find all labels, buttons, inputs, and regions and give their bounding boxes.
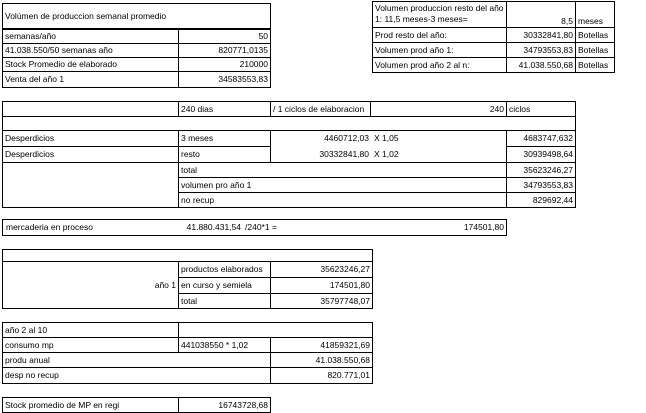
cell-value: 820.771,01 xyxy=(327,370,370,381)
cell-unit: ciclos xyxy=(509,103,531,114)
cell-value: 210000 xyxy=(239,59,268,70)
wip-result: 174501,80 xyxy=(463,222,504,233)
year1-total-value-cell[interactable] xyxy=(270,293,373,309)
cell-label: total xyxy=(181,164,198,175)
cell-value: 41.038.550,68 xyxy=(518,59,573,70)
cell-value: 820771,0135 xyxy=(218,45,268,56)
cell-label: en curso y semiela xyxy=(181,280,252,291)
cell-value: 34793553,83 xyxy=(523,44,573,55)
cell-unit: Botellas xyxy=(578,29,609,40)
cell-value: X 1,02 xyxy=(374,149,399,160)
resto-header-unit-cell[interactable] xyxy=(575,1,615,28)
cell-label: Prod resto del año: xyxy=(375,29,447,40)
waste-norecup-value-cell[interactable] xyxy=(506,192,576,208)
cell-value: 441038550 * 1,02 xyxy=(181,339,249,350)
wip-formula: /240*1 = xyxy=(245,222,277,233)
cell-label: año 2 al 10 xyxy=(5,324,48,335)
cell-label: Volumen produccion resto del año 1: 11,5 meses-3 meses= xyxy=(375,3,504,24)
cell-label: Stock promedio de MP en regi xyxy=(5,399,120,410)
consumo-label-cell[interactable] xyxy=(2,337,179,353)
waste-volume-label-cell[interactable] xyxy=(178,177,507,193)
year1-total-label-cell[interactable] xyxy=(178,293,271,309)
cell-value: 4460712,03 xyxy=(324,133,369,144)
year1-elaborados-value-cell[interactable] xyxy=(270,261,373,278)
cell-label: Stock Promedio de elaborado xyxy=(5,59,117,70)
cell-label: no recup xyxy=(181,194,215,205)
consumo-value-cell[interactable] xyxy=(270,337,373,353)
waste-total-value-cell[interactable] xyxy=(506,162,576,178)
cell-label: productos elaborados xyxy=(181,264,263,275)
cell-value: 8,5 xyxy=(561,15,573,26)
cycles-days-cell[interactable] xyxy=(178,101,271,117)
cell-value: resto xyxy=(181,149,200,160)
waste-period-cell[interactable] xyxy=(178,146,271,163)
cell-label: Volumen prod año 1: xyxy=(375,44,454,55)
cycles-unit-cell[interactable] xyxy=(506,101,576,117)
cell-value: X 1,05 xyxy=(374,133,399,144)
cell-value: 41.038.550,68 xyxy=(315,354,370,365)
waste-volume-value-cell[interactable] xyxy=(506,177,576,193)
cell-unit: meses xyxy=(578,15,604,26)
prod-resto-value-cell[interactable] xyxy=(506,27,576,43)
waste-label-cell[interactable] xyxy=(2,130,179,147)
cell-value: 34793553,83 xyxy=(523,179,573,190)
cell-value: 30332841,80 xyxy=(319,149,369,160)
cell-value: 41859321,69 xyxy=(320,339,370,350)
stock-mp-value-cell[interactable] xyxy=(178,397,271,413)
year1-curso-value-cell[interactable] xyxy=(270,277,373,294)
cell-label: semanas/año xyxy=(5,31,57,42)
desp-value-cell[interactable] xyxy=(270,367,373,384)
cell-value: 30332841,80 xyxy=(523,29,573,40)
cell-label: consumo mp xyxy=(5,339,54,350)
cell-value: 35623246,27 xyxy=(523,164,573,175)
vol-year2n-unit-cell[interactable] xyxy=(575,57,615,73)
cell-label: Desperdicios xyxy=(5,149,55,160)
vol-year1-label-cell[interactable] xyxy=(372,42,507,58)
year1-curso-label-cell[interactable] xyxy=(178,277,271,294)
vol-year1-unit-cell[interactable] xyxy=(575,42,615,58)
cycles-empty-cell[interactable] xyxy=(2,101,179,117)
vol-year2n-value-cell[interactable] xyxy=(506,57,576,73)
prod-resto-label-cell[interactable] xyxy=(372,27,507,43)
cell-label: Volumen prod año 2 al n: xyxy=(375,59,470,70)
weekly-calc-value-cell[interactable] xyxy=(178,43,271,58)
sales-year1-value-cell[interactable] xyxy=(178,71,271,88)
cycles-label-cell[interactable] xyxy=(270,101,371,117)
cell-label: total xyxy=(181,295,198,306)
cell-value: 240 xyxy=(489,103,504,114)
resto-header-value-cell[interactable] xyxy=(506,1,576,28)
cell-label: volumen pro año 1 xyxy=(181,179,252,190)
vol-year2n-label-cell[interactable] xyxy=(372,57,507,73)
cell-label: / 1 ciclos de elaboracion xyxy=(273,103,365,114)
cycles-value-cell[interactable] xyxy=(370,101,507,117)
production-title-cell[interactable] xyxy=(2,3,271,29)
cell-value: 240 dias xyxy=(181,103,214,114)
resto-header-label-cell[interactable] xyxy=(372,1,507,28)
stock-mp-label-cell[interactable] xyxy=(2,397,179,413)
production-title: Volúmen de produccion semanal promedio xyxy=(5,10,167,21)
weeks-label-cell[interactable] xyxy=(2,29,179,44)
vol-year1-value-cell[interactable] xyxy=(506,42,576,58)
consumo-formula-cell[interactable] xyxy=(178,337,271,353)
prod-resto-unit-cell[interactable] xyxy=(575,27,615,43)
cell-value: 30939498,64 xyxy=(523,149,573,160)
cell-value: 3 meses xyxy=(181,133,214,144)
waste-factor-cell[interactable] xyxy=(372,146,504,163)
desp-label-cell[interactable] xyxy=(2,367,271,384)
cell-value: 34583553,83 xyxy=(218,74,268,85)
waste-factor-cell[interactable] xyxy=(372,130,504,147)
produ-label-cell[interactable] xyxy=(2,352,271,368)
weekly-calc-label-cell[interactable] xyxy=(2,43,179,58)
waste-amount-cell[interactable] xyxy=(270,130,371,147)
waste-result-cell[interactable] xyxy=(506,130,576,147)
cell-value: 16743728,68 xyxy=(218,399,268,410)
waste-result-cell[interactable] xyxy=(506,146,576,163)
wip-label: mercaderia en proceso xyxy=(6,222,93,233)
waste-total-label-cell[interactable] xyxy=(178,162,507,178)
year1-elaborados-label-cell[interactable] xyxy=(178,261,271,278)
cell-label: produ anual xyxy=(5,354,50,365)
waste-period-cell[interactable] xyxy=(178,130,271,147)
waste-spacer-row[interactable] xyxy=(2,116,576,131)
cell-value: 50 xyxy=(258,31,268,42)
cell-label: desp no recup xyxy=(5,370,59,381)
cell-value: 829692,44 xyxy=(532,194,573,205)
wip-row[interactable] xyxy=(2,219,507,236)
cell-label: 41.038.550/50 semanas año xyxy=(5,45,113,56)
produ-value-cell[interactable] xyxy=(270,352,373,368)
cell-unit: Botellas xyxy=(578,44,609,55)
years2-10-title-cell[interactable] xyxy=(2,322,179,338)
year1-label-cell[interactable] xyxy=(2,261,179,309)
cell-label: Desperdicios xyxy=(5,133,55,144)
waste-norecup-label-cell[interactable] xyxy=(178,192,507,208)
sales-year1-label-cell[interactable] xyxy=(2,71,179,88)
waste-label-cell[interactable] xyxy=(2,146,179,163)
waste-amount-cell[interactable] xyxy=(270,146,371,163)
waste-left-empty-cell[interactable] xyxy=(2,162,179,208)
cell-value: 35797748,07 xyxy=(320,295,370,306)
cell-label: Venta del año 1 xyxy=(5,74,65,85)
year1-label: año 1 xyxy=(154,279,176,290)
years2-10-empty-cell[interactable] xyxy=(178,322,373,338)
stock-elaborado-value-cell[interactable] xyxy=(178,57,271,72)
weeks-value-cell[interactable] xyxy=(178,29,271,44)
cell-value: 4683747,632 xyxy=(523,133,573,144)
stock-elaborado-label-cell[interactable] xyxy=(2,57,179,72)
cell-unit: Botellas xyxy=(578,59,609,70)
cell-value: 35623246,27 xyxy=(320,264,370,275)
cell-value: 174501,80 xyxy=(329,280,370,291)
wip-amount: 41.880.431,54 xyxy=(186,222,241,233)
